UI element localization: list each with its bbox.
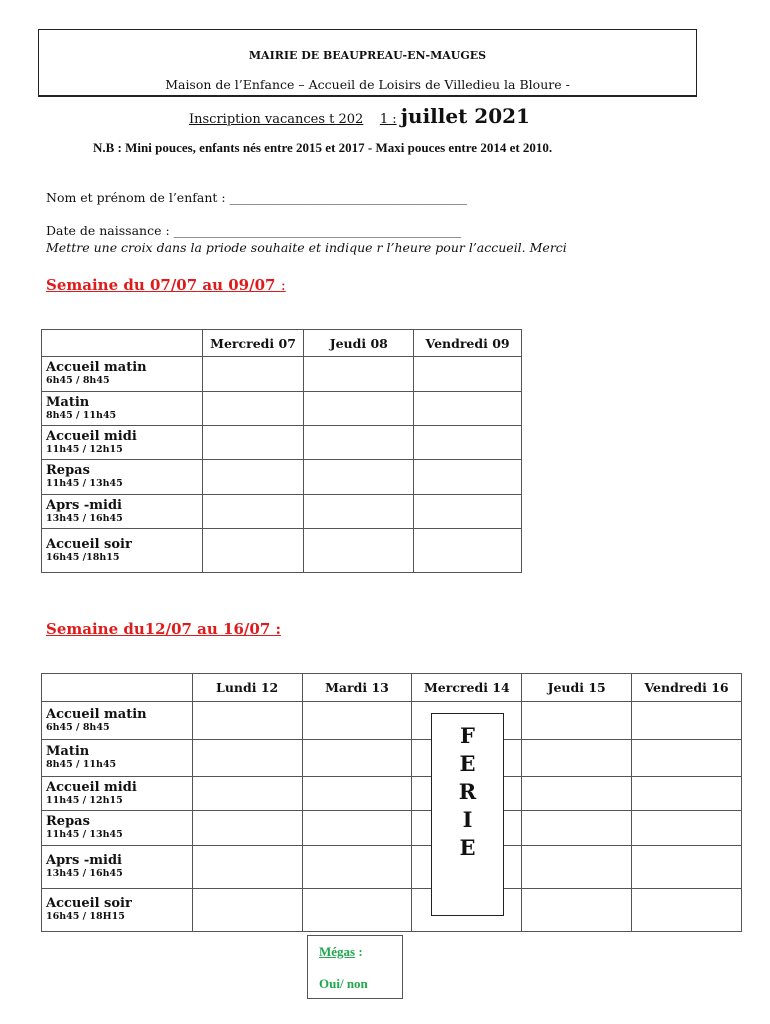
week2-checkbox-cell[interactable] — [192, 702, 302, 740]
week1-row — [42, 357, 522, 392]
week2-day-header: Mercredi 14 — [412, 674, 522, 702]
week2-checkbox-cell[interactable] — [522, 811, 632, 846]
instruction-text: Mettre une croix dans la priode souhaite et indique r l’heure pour l’accueil. Merci — [46, 240, 567, 255]
week2-checkbox-cell[interactable] — [192, 846, 302, 889]
slot-label: Accueil midi — [46, 779, 137, 795]
week1-row — [42, 529, 522, 573]
slot-label: Accueil soir — [46, 536, 132, 552]
slot-label: Accueil matin — [46, 360, 147, 375]
slot-time: 13h45 / 16h45 — [46, 512, 123, 524]
nb-note: N.B : Mini pouces, enfants nés entre 2015 et 2017 - Maxi pouces entre 2014 et 2010. — [93, 140, 553, 155]
week1-title-text: Semaine du 07/07 au 09/07 — [46, 276, 276, 294]
slot-time: 11h45 / 12h15 — [46, 443, 123, 455]
week1-checkbox-cell[interactable] — [202, 426, 304, 460]
inscription-title — [189, 104, 530, 128]
week2-checkbox-cell[interactable] — [302, 889, 412, 932]
week2-checkbox-cell[interactable] — [632, 777, 742, 811]
week1-checkbox-cell[interactable] — [414, 426, 522, 460]
megas-title — [319, 944, 363, 960]
week1-row — [42, 460, 522, 495]
slot-time: 6h45 / 8h45 — [46, 721, 110, 733]
week1-day-header: Mercredi 07 — [202, 330, 304, 357]
week2-checkbox-cell[interactable] — [192, 740, 302, 777]
week2-checkbox-cell[interactable] — [302, 702, 412, 740]
week2-checkbox-cell[interactable] — [522, 777, 632, 811]
week2-checkbox-cell[interactable] — [192, 889, 302, 932]
week1-checkbox-cell[interactable] — [304, 460, 414, 495]
slot-time: 6h45 / 8h45 — [46, 375, 110, 386]
week2-day-header: Vendredi 16 — [632, 674, 742, 702]
megas-box[interactable] — [307, 935, 403, 999]
date-field[interactable]: Date de naissance : ______________________________________________ — [46, 223, 462, 238]
week2-checkbox-cell[interactable] — [632, 889, 742, 932]
mairie-title: MAIRIE DE BEAUPREAU-EN-MAUGES — [248, 49, 487, 62]
ferie-letter: F — [460, 723, 475, 748]
slot-time: 11h45 / 12h15 — [46, 794, 123, 806]
week2-checkbox-cell[interactable] — [522, 846, 632, 889]
week1-checkbox-cell[interactable] — [202, 460, 304, 495]
slot-time: 16h45 /18h15 — [46, 551, 120, 563]
week2-checkbox-cell[interactable] — [522, 740, 632, 777]
header-box — [38, 29, 697, 97]
week2-row-label-cell — [42, 889, 193, 932]
week2-checkbox-cell[interactable] — [302, 811, 412, 846]
week1-checkbox-cell[interactable] — [304, 529, 414, 573]
slot-label: Accueil soir — [46, 896, 132, 911]
week2-checkbox-cell[interactable] — [192, 777, 302, 811]
slot-label: Matin — [46, 394, 90, 410]
slot-time: 16h45 / 18H15 — [46, 911, 125, 922]
inscription-prefix: Inscription vacances t 202 — [189, 112, 364, 127]
slot-label: Repas — [46, 463, 90, 478]
nom-field[interactable]: Nom et prénom de l’enfant : ______________________________________ — [46, 190, 468, 205]
maison-subtitle: Maison de l’Enfance – Accueil de Loisirs de Villedieu la Bloure - — [165, 77, 570, 92]
week1-checkbox-cell[interactable] — [202, 357, 304, 392]
week1-checkbox-cell[interactable] — [414, 392, 522, 426]
week1-row — [42, 495, 522, 529]
week1-day-header: Vendredi 09 — [414, 330, 522, 357]
week1-checkbox-cell[interactable] — [414, 460, 522, 495]
ferie-letter: E — [459, 835, 476, 860]
week2-checkbox-cell[interactable] — [302, 777, 412, 811]
week2-row — [42, 811, 742, 846]
week2-row — [42, 777, 742, 811]
megas-value[interactable]: Oui/ non — [319, 976, 368, 991]
week1-row-label-cell — [42, 529, 203, 573]
week1-row-label-cell — [42, 392, 203, 426]
slot-time: 11h45 / 13h45 — [46, 478, 123, 489]
week2-row — [42, 889, 742, 932]
week1-row-label-cell — [42, 426, 203, 460]
week2-checkbox-cell[interactable] — [632, 811, 742, 846]
slot-label: Aprs -midi — [46, 497, 122, 513]
week1-checkbox-cell[interactable] — [414, 495, 522, 529]
week2-title: Semaine du12/07 au 16/07 : — [46, 620, 282, 638]
week2-checkbox-cell[interactable] — [302, 740, 412, 777]
ferie-box — [431, 713, 504, 916]
week1-checkbox-cell[interactable] — [202, 529, 304, 573]
week2-checkbox-cell[interactable] — [302, 846, 412, 889]
week1-checkbox-cell[interactable] — [202, 495, 304, 529]
week2-day-header: Mardi 13 — [302, 674, 412, 702]
week1-day-header: Jeudi 08 — [304, 330, 414, 357]
week1-row — [42, 426, 522, 460]
week1-title — [46, 276, 286, 294]
week2-checkbox-cell[interactable] — [632, 702, 742, 740]
slot-label: Repas — [46, 814, 90, 829]
week2-row-label-cell — [42, 777, 193, 811]
week2-row-label-cell — [42, 846, 193, 889]
week1-table — [41, 329, 522, 573]
week2-row-label-cell — [42, 811, 193, 846]
week2-corner-cell — [42, 674, 193, 702]
week1-row-label-cell — [42, 460, 203, 495]
week2-day-header: Jeudi 15 — [522, 674, 632, 702]
week2-table — [41, 673, 742, 932]
week1-row-label-cell — [42, 495, 203, 529]
week2-checkbox-cell[interactable] — [522, 702, 632, 740]
slot-label: Accueil midi — [46, 428, 137, 444]
week2-checkbox-cell[interactable] — [632, 846, 742, 889]
week2-checkbox-cell[interactable] — [192, 811, 302, 846]
week1-row-label-cell — [42, 357, 203, 392]
slot-label: Aprs -midi — [46, 853, 122, 868]
megas-title-colon: : — [358, 944, 363, 959]
week1-checkbox-cell[interactable] — [304, 357, 414, 392]
week2-row-label-cell — [42, 702, 193, 740]
week1-checkbox-cell[interactable] — [304, 392, 414, 426]
week2-checkbox-cell[interactable] — [632, 740, 742, 777]
slot-label: Matin — [46, 744, 90, 759]
megas-title-text: Mégas — [319, 944, 356, 959]
slot-time: 8h45 / 11h45 — [46, 759, 117, 770]
week1-row — [42, 392, 522, 426]
ferie-letter: R — [458, 779, 477, 804]
week1-corner-cell — [42, 330, 203, 357]
week1-checkbox-cell[interactable] — [414, 529, 522, 573]
week2-header-row — [42, 674, 742, 702]
week2-row — [42, 740, 742, 777]
slot-label: Accueil matin — [46, 706, 147, 722]
inscription-suffix: 1 : — [379, 112, 397, 127]
ferie-letter: E — [459, 751, 476, 776]
week1-checkbox-cell[interactable] — [202, 392, 304, 426]
week2-row-label-cell — [42, 740, 193, 777]
week1-title-colon: : — [280, 276, 286, 294]
week1-checkbox-cell[interactable] — [414, 357, 522, 392]
week2-row — [42, 846, 742, 889]
week2-day-header: Lundi 12 — [192, 674, 302, 702]
slot-time: 11h45 / 13h45 — [46, 829, 123, 840]
slot-time: 13h45 / 16h45 — [46, 868, 123, 879]
inscription-month: juillet 2021 — [400, 104, 530, 128]
week1-checkbox-cell[interactable] — [304, 495, 414, 529]
ferie-letter: I — [462, 807, 473, 832]
slot-time: 8h45 / 11h45 — [46, 409, 117, 421]
week2-checkbox-cell[interactable] — [522, 889, 632, 932]
week1-checkbox-cell[interactable] — [304, 426, 414, 460]
week1-header-row — [42, 330, 522, 357]
week2-row — [42, 702, 742, 740]
